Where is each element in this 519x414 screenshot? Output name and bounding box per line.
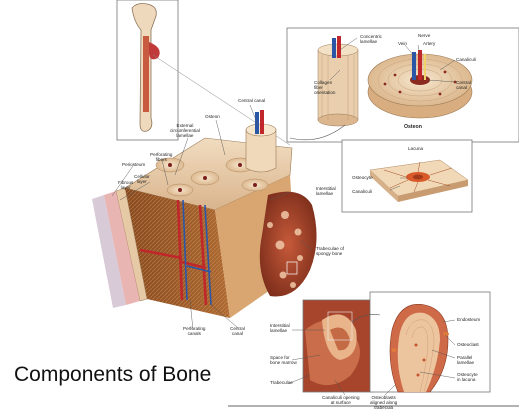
label-osteoblasts-aligned: Osteoblasts aligned along trabecula [370,395,398,411]
label-nerve: Nerve [418,33,431,38]
label-osteocyte-in-lacuna: Osteocyte in lacuna [457,372,478,383]
label-osteon-top: Osteon [205,114,220,119]
label-canaliculi-top: Canaliculi [456,57,476,62]
label-central-canal-top: Central canal [238,98,266,103]
spongy-bone [260,192,317,297]
label-collagen-fiber-orientation: Collagen fiber orientation [314,80,336,96]
label-concentric-lamellae: Concentric lamellae [360,34,382,45]
label-canaliculi-mid: Canaliculi [352,189,372,194]
slide-title: Components of Bone [14,363,212,386]
label-osteon-box: Osteon [404,124,422,130]
label-trabeculae-spongy: Trabeculae of spongy bone [316,246,344,257]
label-perforating-fibers: Perforating fibers [150,152,173,163]
label-fibrous-layer: Fibrous layer [118,180,134,191]
label-interstitial-lamellae-mid: Interstitial lamellae [316,186,336,197]
label-canaliculi-opening: Canaliculi opening at surface [322,395,360,406]
label-space-bone-marrow: Space for bone marrow [270,355,297,366]
label-lacuna: Lacuna [408,146,424,151]
label-vein: Vein [398,41,407,46]
label-external-circumferential-lamellae: External circumferential lamellae [170,123,200,139]
label-osteocyte-mid: Osteocyte [352,175,373,180]
long-bone-inset [117,0,290,145]
label-trabeculae: Trabeculae [270,380,293,385]
label-osteoclast: Osteoclast [457,342,479,347]
label-cellular-layer: Cellular layer [134,174,150,185]
label-artery: Artery [423,41,436,46]
label-endosteum: Endosteum [457,317,481,322]
trabecula-detail-box [303,300,373,392]
label-periosteum: Periosteum [122,162,146,167]
label-perforating-canals: Perforating canals [183,326,206,337]
label-parallel-lamellae: Parallel lamellae [457,355,475,366]
label-interstitial-lamellae-bottom: Interstitial lamellae [270,323,290,334]
label-central-canal-bottom: Central canal [230,326,245,337]
label-central-canal-right: Central canal [456,80,471,91]
